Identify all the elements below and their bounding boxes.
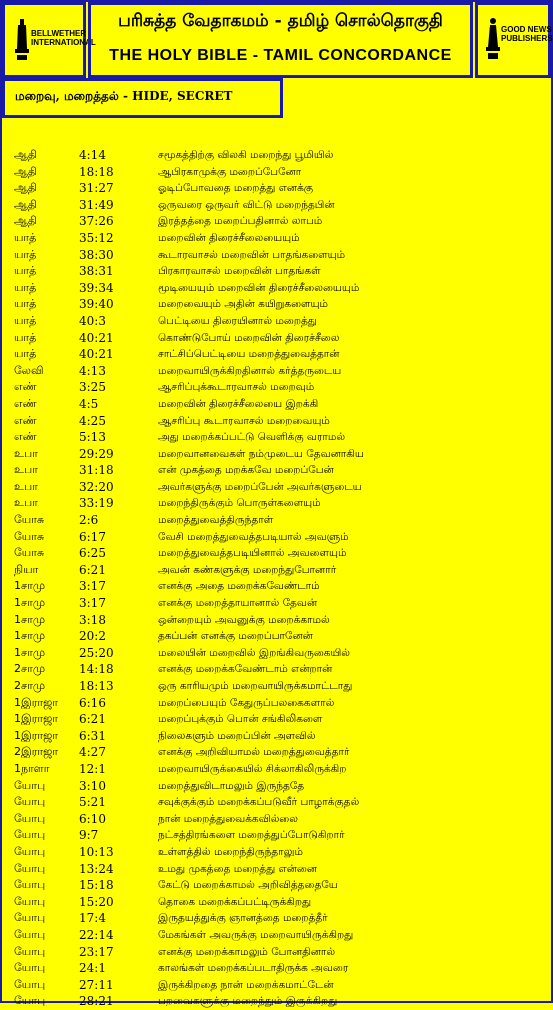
publisher-logo-right <box>475 2 551 78</box>
entry-book: யோபு <box>14 894 46 908</box>
entry-book: 1நாளா <box>14 761 50 775</box>
list-item <box>0 910 553 927</box>
entry-book: யோபு <box>14 927 46 941</box>
entry-text: மறைவின் திரைச்சீலையையும் <box>158 231 300 244</box>
entry-book: யோசு <box>14 546 45 560</box>
entry-reference: 18:18 <box>79 164 114 179</box>
entry-text: மறைவையும் அதின் கயிறுகளையும் <box>158 298 328 311</box>
entry-text: மறைத்துவிடாமலும் இருந்ததே <box>158 779 305 792</box>
entry-text: பிரகாரவாசல் மறைவின் பாதங்கள் <box>158 265 321 278</box>
list-item <box>0 744 553 761</box>
entry-book: 1சாமு <box>14 645 46 659</box>
entry-reference: 6:31 <box>79 728 106 743</box>
list-item <box>0 993 553 1010</box>
entry-text: ஒரு காரியமும் மறைவாயிருக்கமாட்டாது <box>158 680 353 692</box>
title-banner <box>88 2 473 78</box>
entry-text: மறைத்துவைத்தபடியினால் அவளையும் <box>158 547 347 560</box>
entry-text: மூடியையும் மறைவின் திரைச்சீலையையும் <box>158 281 360 294</box>
entry-text: பறவைகளுக்கு மறைந்தும் இருக்கிறது <box>158 995 338 1008</box>
entry-text: இரத்தத்தை மறைப்பதினால் லாபம் <box>158 215 323 228</box>
list-item <box>0 263 553 280</box>
entry-reference: 4:14 <box>79 148 106 162</box>
topic-english: HIDE, SECRET <box>132 89 233 103</box>
entry-text: உள்ளத்தில் மறைந்திருந்தாலும் <box>158 845 303 858</box>
entry-text: ஆசரிப்புக்கூடாரவாசல் மறைவும் <box>158 381 315 394</box>
entry-text: ஒருவரை ஒருவர் விட்டு மறைந்தபின் <box>158 198 335 211</box>
list-item <box>0 645 553 662</box>
entry-text: எனக்கு அறிவியாமல் மறைத்துவைத்தார் <box>158 746 350 759</box>
entry-text: வேசி மறைத்துவைத்தபடியால் அவளும் <box>158 530 349 543</box>
entry-text: எனக்கு அதை மறைக்கவேண்டாம் <box>158 580 320 593</box>
entry-text: சாட்சிப்பெட்டியை மறைத்துவைத்தான் <box>158 348 340 361</box>
entry-book: யோபு <box>14 944 46 958</box>
list-item <box>0 429 553 446</box>
entry-reference: 27:11 <box>79 977 114 992</box>
topic-separator: - <box>122 89 128 103</box>
entry-book: ஆதி <box>14 214 37 228</box>
list-item <box>0 595 553 612</box>
entry-reference: 3:10 <box>79 778 106 793</box>
list-item <box>0 977 553 994</box>
entry-reference: 3:17 <box>79 579 106 594</box>
entry-reference: 10:13 <box>79 844 114 859</box>
entry-book: யோபு <box>14 911 46 925</box>
entry-reference: 5:13 <box>79 430 106 445</box>
entry-text: மறைவின் திரைச்சீலையை இறக்கி <box>158 397 319 410</box>
entry-text: கூடாரவாசல் மறைவின் பாதங்களையும் <box>158 248 346 261</box>
entry-text: தகப்பன் எனக்கு மறைப்பானேன் <box>158 630 313 643</box>
list-item <box>0 827 553 844</box>
entry-reference: 9:7 <box>79 828 99 843</box>
entry-text: மறைத்துவைத்திருந்தாள் <box>158 514 274 527</box>
entry-reference: 15:20 <box>79 894 114 909</box>
entry-reference: 13:24 <box>79 861 114 876</box>
entry-text: மறைப்புக்கும் பொன் சங்கிலிகளை <box>158 713 323 726</box>
list-item <box>0 761 553 778</box>
publisher-right-line1: GOOD NEWS <box>501 25 552 34</box>
entry-reference: 39:34 <box>79 280 114 295</box>
entry-text: ஓடிப்போவதை மறைத்து எனக்கு <box>158 182 314 195</box>
list-item <box>0 280 553 297</box>
list-item <box>0 147 553 164</box>
list-item <box>0 446 553 463</box>
entry-book: 1சாமு <box>14 596 46 610</box>
entry-text: சவுக்குக்கும் மறைக்கப்படுவீர் பாழாக்குதல் <box>158 796 360 809</box>
entry-text: அவன் கண்களுக்கு மறைந்துபோனார் <box>158 563 337 576</box>
entry-reference: 35:12 <box>79 230 114 245</box>
entry-text: மறைவாயிருக்கையில் சிக்லாகிலிருக்கிற <box>158 762 347 775</box>
list-item <box>0 811 553 828</box>
list-item <box>0 960 553 977</box>
list-item <box>0 794 553 811</box>
publisher-logo-left <box>2 2 96 78</box>
list-item <box>0 578 553 595</box>
list-item <box>0 944 553 961</box>
entry-book: ஆதி <box>14 181 37 195</box>
entry-text: மறைந்திருக்கும் பொருள்களையும் <box>158 497 321 510</box>
topic-heading <box>15 89 232 105</box>
entry-book: 1இராஜா <box>14 712 59 726</box>
list-item <box>0 778 553 795</box>
entry-reference: 6:21 <box>79 562 106 577</box>
entry-book: உபா <box>14 446 38 460</box>
entry-reference: 23:17 <box>79 944 114 959</box>
entry-reference: 4:27 <box>79 745 106 760</box>
entry-book: யோபு <box>14 795 46 809</box>
entry-text: இருதயத்துக்கு ஞானத்தை மறைத்தீர் <box>158 912 328 925</box>
title-tamil: பரிசுத்த வேதாகமம் - தமிழ் சொல்தொகுதி <box>118 11 443 31</box>
entry-reference: 31:27 <box>79 181 114 196</box>
entry-book: யோபு <box>14 811 46 825</box>
entry-book: எண் <box>14 380 37 394</box>
title-english: THE HOLY BIBLE - TAMIL CONCORDANCE <box>109 47 452 64</box>
entry-text: ஆபிரகாமுக்கு மறைப்பேனோ <box>158 165 302 178</box>
entry-book: 1சாமு <box>14 629 46 643</box>
list-item <box>0 413 553 430</box>
list-item <box>0 346 553 363</box>
entry-text: மேகங்கள் அவருக்கு மறைவாயிருக்கிறது <box>158 928 354 941</box>
entry-text: உமது முகத்தை மறைத்து என்னை <box>158 862 318 875</box>
list-item <box>0 330 553 347</box>
entry-book: யாத் <box>14 264 37 278</box>
entry-text: எனக்கு மறைத்தாயானால் தேவன் <box>158 597 318 610</box>
entry-book: யாத் <box>14 297 37 311</box>
entry-reference: 4:25 <box>79 413 106 428</box>
entry-book: யோபு <box>14 844 46 858</box>
entry-text: ஆசரிப்பு கூடாரவாசல் மறைவையும் <box>158 414 330 427</box>
entry-reference: 2:6 <box>79 513 99 528</box>
list-item <box>0 562 553 579</box>
entry-reference: 15:18 <box>79 878 114 893</box>
entry-book: ஆதி <box>14 164 37 178</box>
entry-reference: 22:14 <box>79 927 114 942</box>
list-item <box>0 512 553 529</box>
list-item <box>0 495 553 512</box>
entry-reference: 33:19 <box>79 496 114 511</box>
list-item <box>0 197 553 214</box>
entry-reference: 3:17 <box>79 596 106 611</box>
entry-reference: 14:18 <box>79 662 114 677</box>
entry-book: யோசு <box>14 513 45 527</box>
entry-book: நியா <box>14 562 39 576</box>
entry-reference: 28:21 <box>79 994 114 1009</box>
entry-book: எண் <box>14 413 37 427</box>
list-item <box>0 678 553 695</box>
entry-reference: 6:10 <box>79 811 106 826</box>
entry-book: யோபு <box>14 961 46 975</box>
figure-logo-icon <box>486 17 500 61</box>
entry-book: யோபு <box>14 828 46 842</box>
entry-book: ஆதி <box>14 197 37 211</box>
entry-reference: 20:2 <box>79 629 106 644</box>
entry-reference: 32:20 <box>79 479 114 494</box>
entry-book: 2இராஜா <box>14 745 59 759</box>
concordance-list <box>0 147 553 1010</box>
entry-reference: 6:21 <box>79 712 106 727</box>
entry-book: யாத் <box>14 230 37 244</box>
entry-book: யோபு <box>14 994 46 1008</box>
list-item <box>0 247 553 264</box>
list-item <box>0 164 553 181</box>
entry-reference: 3:18 <box>79 612 106 627</box>
list-item <box>0 894 553 911</box>
entry-book: 1இராஜா <box>14 695 59 709</box>
publisher-right-line2: PUBLISHERS <box>501 34 553 43</box>
entry-book: எண் <box>14 396 37 410</box>
list-item <box>0 628 553 645</box>
entry-book: யாத் <box>14 347 37 361</box>
entry-reference: 6:17 <box>79 529 106 544</box>
entry-text: கேட்டு மறைக்காமல் அறிவித்ததையே <box>158 879 338 892</box>
entry-reference: 6:25 <box>79 546 106 561</box>
entry-text: எனக்கு மறைக்காமலும் போனதினால் <box>158 945 336 958</box>
entry-reference: 4:13 <box>79 363 106 378</box>
entry-reference: 29:29 <box>79 446 114 461</box>
entry-book: யாத் <box>14 247 37 261</box>
entry-text: நிலைகளும் மறைப்பின் அளவில் <box>158 729 316 742</box>
entry-text: என் முகத்தை மறக்கவே மறைப்பேன் <box>158 464 334 477</box>
entry-text: மலையின் மறைவில் இறங்கிவருகையில் <box>158 646 351 659</box>
entry-reference: 39:40 <box>79 297 114 312</box>
entry-reference: 40:3 <box>79 313 106 328</box>
entry-text: மறைவாயிருக்கிறதினால் கர்த்தருடைய <box>158 364 342 377</box>
entry-reference: 38:30 <box>79 247 114 262</box>
entry-reference: 37:26 <box>79 214 114 229</box>
topic-tamil: மறைவு, மறைத்தல் <box>15 89 119 103</box>
entry-text: கொண்டுபோய் மறைவின் திரைச்சீலை <box>158 331 340 344</box>
publisher-left-line1: BELLWETHER <box>31 29 87 38</box>
entry-book: எண் <box>14 430 37 444</box>
entry-text: நட்சத்திரங்களை மறைத்துப்போடுகிறார் <box>158 829 345 842</box>
entry-book: 1சாமு <box>14 579 46 593</box>
list-item <box>0 844 553 861</box>
entry-text: அது மறைக்கப்பட்டு வெளிக்கு வராமல் <box>158 431 346 444</box>
entry-reference: 31:49 <box>79 197 114 212</box>
entry-book: 1சாமு <box>14 612 46 626</box>
entry-book: யோபு <box>14 778 46 792</box>
entry-reference: 3:25 <box>79 380 106 395</box>
entry-text: பெட்டியை திரையினால் மறைத்து <box>158 314 317 327</box>
entry-book: ஆதி <box>14 148 37 161</box>
entry-text: மறைவானவைகள் நம்முடைய தேவனாகிய <box>158 447 364 460</box>
entry-text: இருக்கிறதை நான் மறைக்கமாட்டேன் <box>158 978 334 991</box>
entry-book: உபா <box>14 479 38 493</box>
list-item <box>0 462 553 479</box>
entry-book: யாத் <box>14 330 37 344</box>
entry-reference: 25:20 <box>79 645 114 660</box>
entry-reference: 40:21 <box>79 347 114 362</box>
list-item <box>0 230 553 247</box>
entry-book: யாத் <box>14 280 37 294</box>
list-item <box>0 728 553 745</box>
topic-box <box>2 78 283 118</box>
entry-reference: 24:1 <box>79 961 106 976</box>
list-item <box>0 379 553 396</box>
entry-reference: 6:16 <box>79 695 106 710</box>
entry-reference: 12:1 <box>79 761 106 776</box>
entry-reference: 4:5 <box>79 396 99 411</box>
list-item <box>0 927 553 944</box>
list-item <box>0 213 553 230</box>
entry-text: தொகை மறைக்கப்பட்டிருக்கிறது <box>158 895 312 908</box>
list-item <box>0 296 553 313</box>
entry-text: நான் மறைத்துவைக்கவில்லை <box>158 812 298 825</box>
list-item <box>0 612 553 629</box>
entry-reference: 38:31 <box>79 264 114 279</box>
entry-reference: 5:21 <box>79 795 106 810</box>
list-item <box>0 529 553 546</box>
list-item <box>0 363 553 380</box>
entry-text: அவர்களுக்கு மறைப்பேன் அவர்களுடைய <box>158 480 362 493</box>
entry-text: மறைப்பையும் கேதுருப்பலகைகளால் <box>158 696 335 709</box>
list-item <box>0 695 553 712</box>
bell-logo-icon <box>15 19 29 61</box>
entry-book: யோசு <box>14 529 45 543</box>
list-item <box>0 861 553 878</box>
entry-book: 2சாமு <box>14 662 46 676</box>
entry-reference: 18:13 <box>79 679 114 693</box>
entry-book: 1இராஜா <box>14 728 59 742</box>
entry-book: உபா <box>14 463 38 477</box>
list-item <box>0 661 553 678</box>
entry-reference: 40:21 <box>79 330 114 345</box>
list-item <box>0 545 553 562</box>
entry-book: யோபு <box>14 977 46 991</box>
publisher-left-line2: INTERNATIONAL <box>31 38 96 47</box>
list-item <box>0 396 553 413</box>
entry-text: சமூகத்திற்கு விலகி மறைந்து பூமியில் <box>158 149 334 161</box>
list-item <box>0 479 553 496</box>
list-item <box>0 711 553 728</box>
entry-book: யோபு <box>14 861 46 875</box>
entry-book: யாத் <box>14 313 37 327</box>
entry-reference: 31:18 <box>79 463 114 478</box>
entry-text: ஒன்றையும் அவனுக்கு மறைக்காமல் <box>158 613 330 626</box>
entry-book: யோபு <box>14 878 46 892</box>
list-item <box>0 313 553 330</box>
entry-book: உபா <box>14 496 38 510</box>
list-item <box>0 877 553 894</box>
entry-text: காலங்கள் மறைக்கப்படாதிருக்க அவரை <box>158 962 349 975</box>
entry-book: 2சாமு <box>14 679 46 692</box>
list-item <box>0 180 553 197</box>
entry-book: லேவி <box>14 363 44 377</box>
entry-reference: 17:4 <box>79 911 106 926</box>
entry-text: எனக்கு மறைக்கவேண்டாம் என்றான் <box>158 663 333 676</box>
